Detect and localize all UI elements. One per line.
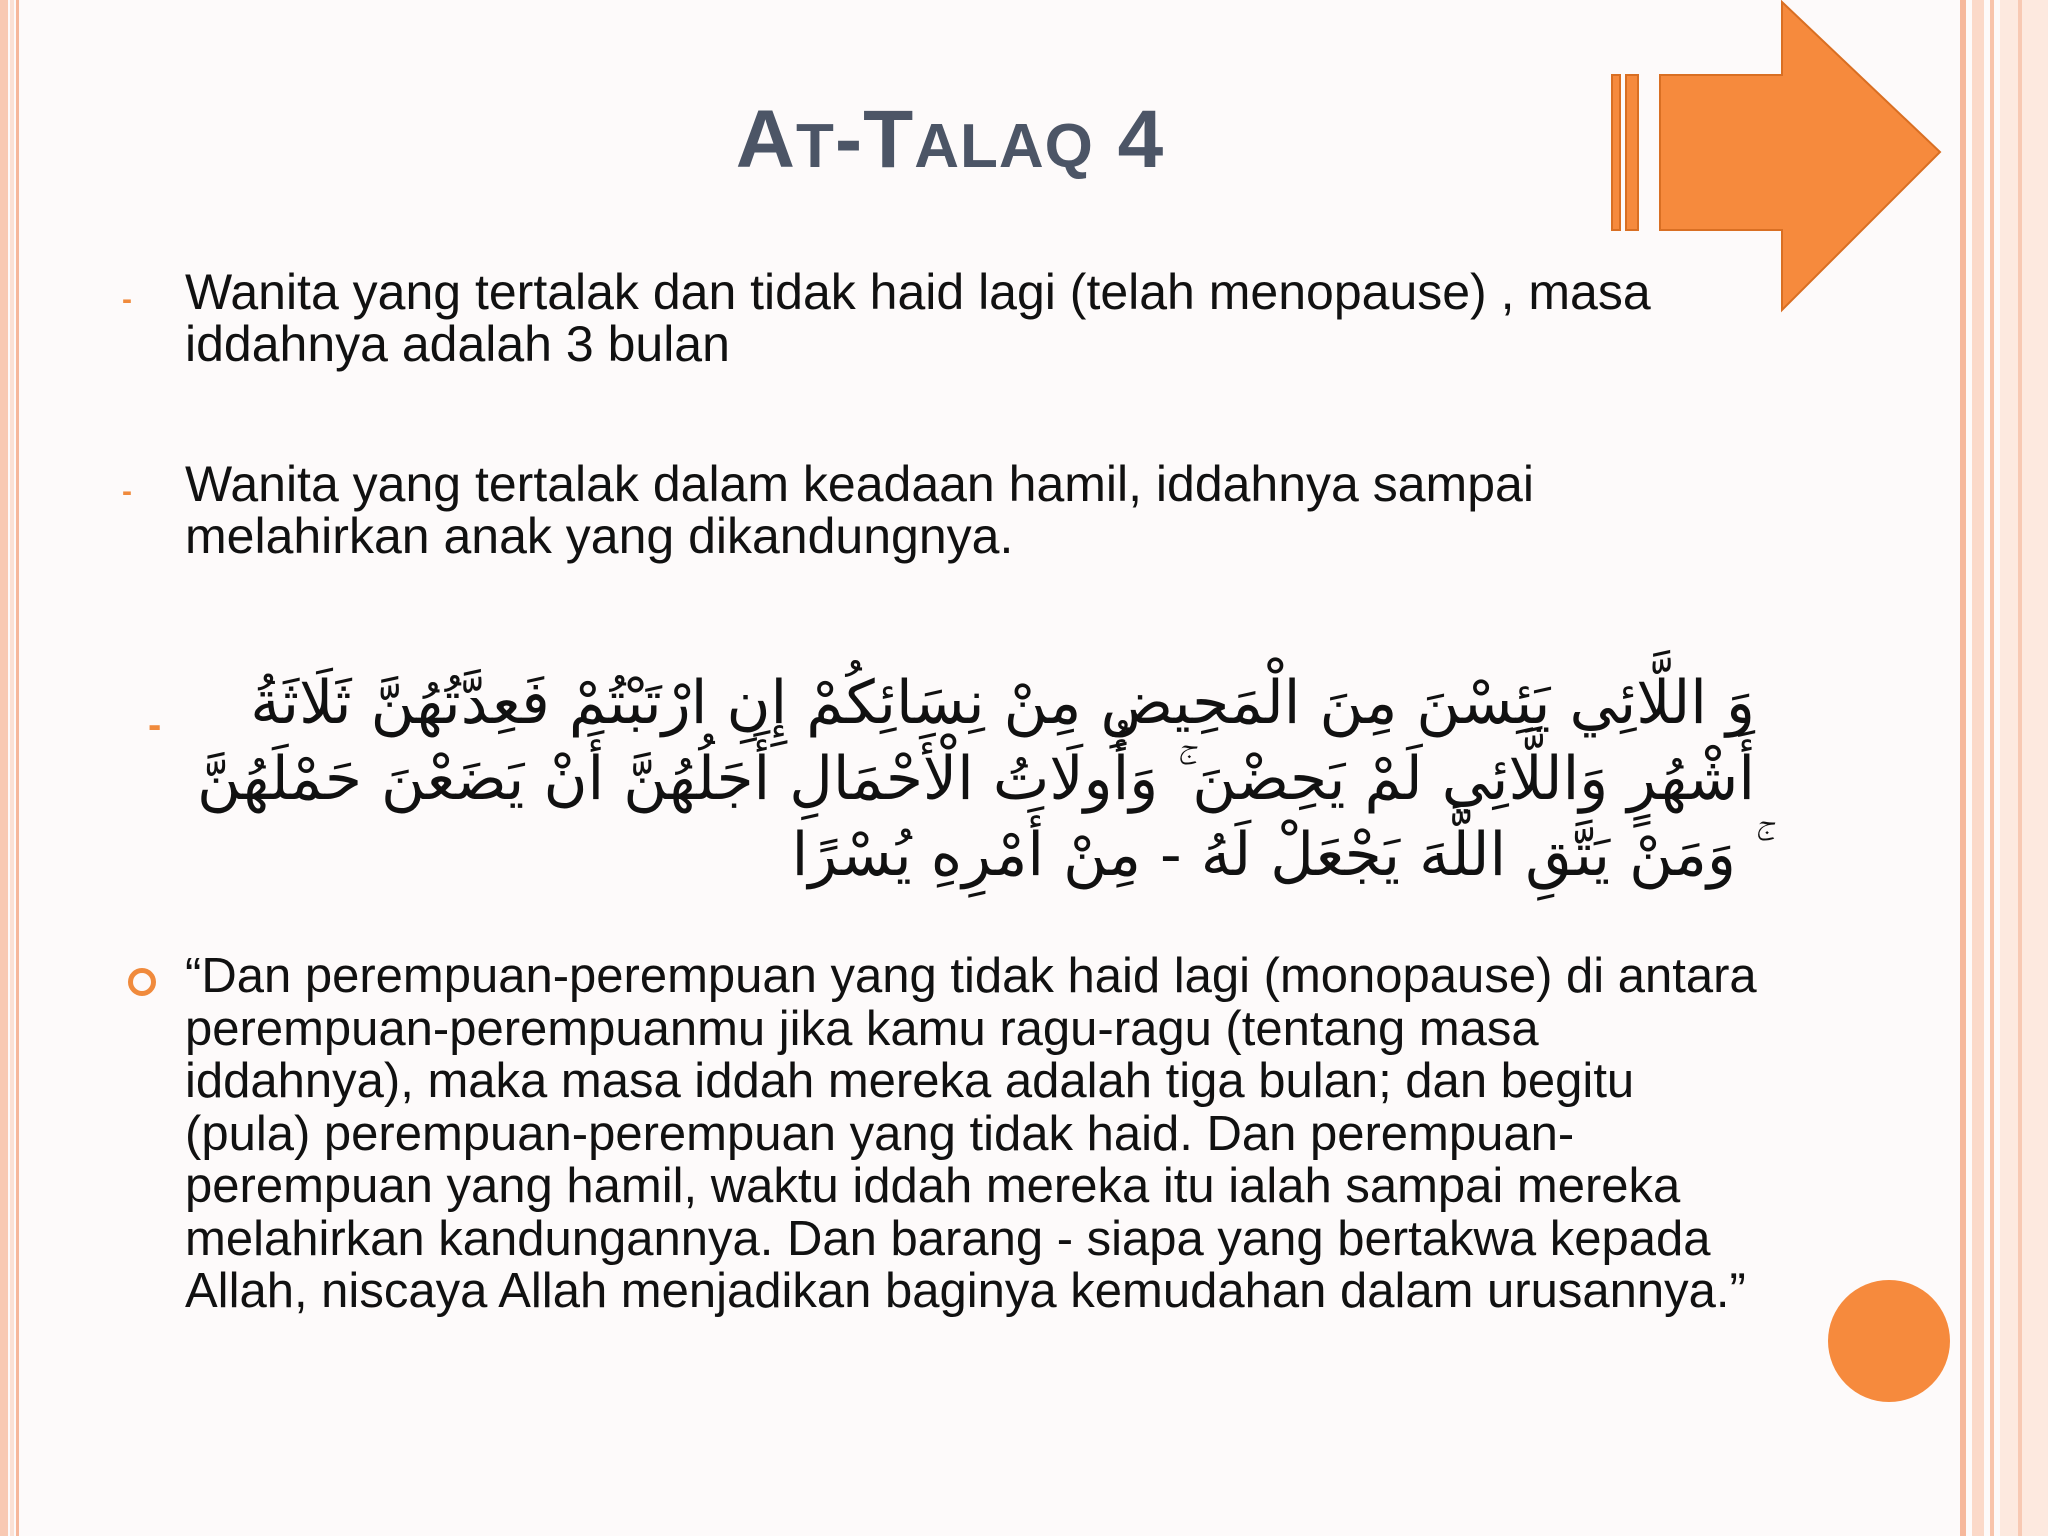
bullet-marker: - (122, 283, 132, 316)
left-border-stripe (0, 0, 8, 1536)
right-border-stripe (1972, 0, 1984, 1536)
circle-decoration (1828, 1280, 1950, 1402)
page-title: AT-TALAQ 4 (735, 94, 1165, 185)
bullet-text: Wanita yang tertalak dalam keadaan hamil, iddahnya sampai melahirkan anak yang dikandungnya. (185, 456, 1534, 564)
translation-text: “Dan perempuan-perempuan yang tidak haid lagi (monopause) di antara perempuan-perempuanmu jika kamu ragu-ragu (tentang masa iddahnya), maka masa iddah mereka adalah tiga bulan; dan begitu (pula) perempuan-perempuan yang tidak haid. Dan perempuan-perempuan yang hamil, waktu iddah mereka itu ialah sampai mereka melahirkan kandungannya. Dan barang - siapa yang bertakwa kepada Allah, niscaya Allah menjadikan baginya kemudahan dalam urusannya.” (185, 949, 1757, 1318)
right-border-stripe (2018, 0, 2022, 1536)
arabic-verse: وَ اللَّائِي يَئِسْنَ مِنَ الْمَحِيضِ مِنْ نِسَائِكُمْ إِنِ ارْتَبْتُمْ فَعِدَّتُهُنَّ ثَلَاثَةُ أَشْهُرٍ وَاللَّائِي لَمْ يَحِضْنَ ۚ وَأُولَاتُ الْأَحْمَالِ أَجَلُهُنَّ أَنْ يَضَعْنَ حَمْلَهُنَّ ۚ وَمَنْ يَتَّقِ اللَّهَ يَجْعَلْ لَهُ - مِنْ أَمْرِهِ يُسْرًا (196, 668, 1755, 890)
left-border-stripe (10, 0, 14, 1536)
right-border-stripe (1990, 0, 1994, 1536)
right-border-stripe (2000, 0, 2048, 1536)
bullet-text: Wanita yang tertalak dan tidak haid lagi (telah menopause) , masa iddahnya adalah 3 bulan (185, 264, 1651, 372)
bullet-marker: - (122, 475, 132, 508)
left-border-stripe (16, 0, 19, 1536)
right-border-stripe (1960, 0, 1966, 1536)
bullet-marker: - (148, 703, 162, 747)
ring-bullet-icon (128, 968, 156, 996)
